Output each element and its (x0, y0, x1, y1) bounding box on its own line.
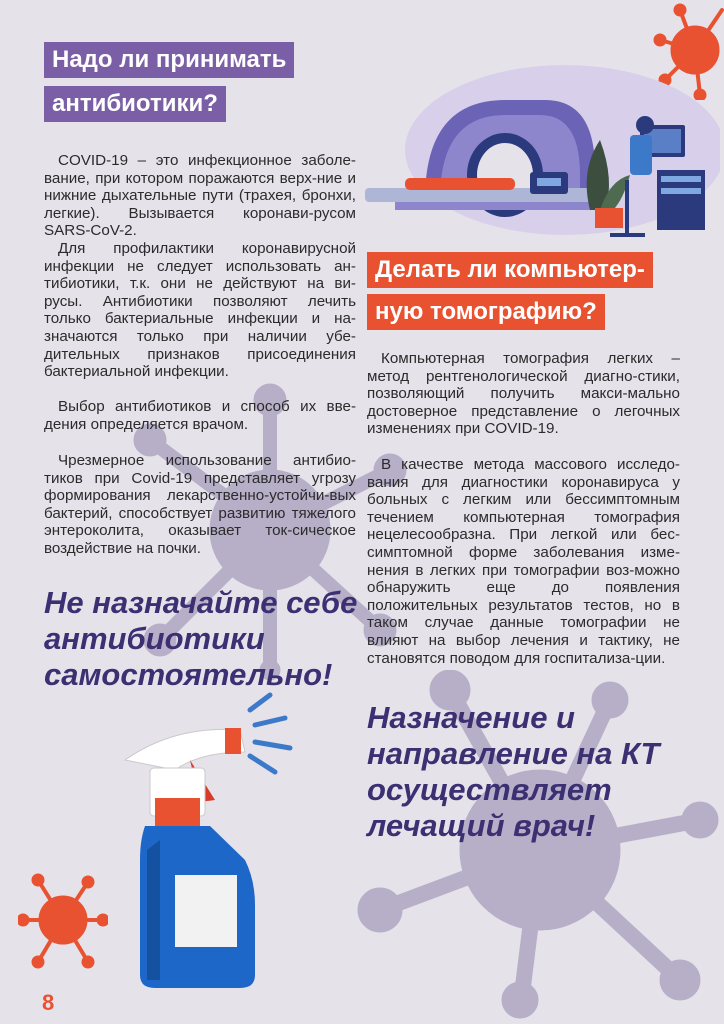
spray-bottle-icon (95, 690, 310, 990)
page-number: 8 (42, 990, 55, 1015)
right-title-line1: Делать ли компьютер- (367, 252, 653, 288)
left-title-line1: Надо ли принимать (44, 42, 294, 78)
right-callout: Назначение и направление на КТ осуществляет лечащий врач! (367, 700, 660, 843)
left-paragraph-3: Выбор антибиотиков и способ их вве-дения определяется врачом. (44, 398, 356, 433)
left-paragraph-4: Чрезмерное использование антибио-тиков при Covid-19 представляет угрозу формирования лекарственно-устойчи-вых бактерий, способствует развитию тяжелого энтероколита, оказывает ток-сическое воздействие на почки. (44, 452, 356, 557)
right-paragraph-2: В качестве метода массового исследо-вания для диагностики коронавируса у больных с легким или бессимптомным течением компьютерная томография нецелесообразна. При легкой или бес-симптомной форме заболевания изме-нения в легких при томографии воз-можно обнаружить еще до появления положительных результатов тестов, но в таком случае данные томографии не влияют на выбор лечения и тактику, не становятся поводом для госпитализа-ции. (367, 456, 680, 667)
right-title-line2: ную томографию? (367, 294, 605, 330)
left-callout: Не назначайте себе антибиотики самостоятельно! (44, 585, 358, 692)
left-title-line2: антибиотики? (44, 86, 226, 122)
left-paragraph-2: Для профилактики коронавирусной инфекции не следует использовать ан-тибиотики, т.к. они не действуют на ви-русы. Антибиотики позволяют лечить только бактериальные инфекции и на-значаются только при наличии убе-дительных признаков присоединения бактериальной инфекции. (44, 240, 356, 381)
left-paragraph-1: COVID-19 – это инфекционное заболе-вание, при котором поражаются верх-ние и нижние дыхательные пути (трахея, бронхи, легкие). Вызывается коронави-русом SARS-CoV-2. (44, 152, 356, 240)
right-paragraph-1: Компьютерная томография легких – метод рентгенологической диагно-стики, позволяющий получить макси-мально достоверное представление о легочных изменениях при COVID-19. (367, 350, 680, 438)
ct-scanner-illustration (365, 60, 720, 250)
